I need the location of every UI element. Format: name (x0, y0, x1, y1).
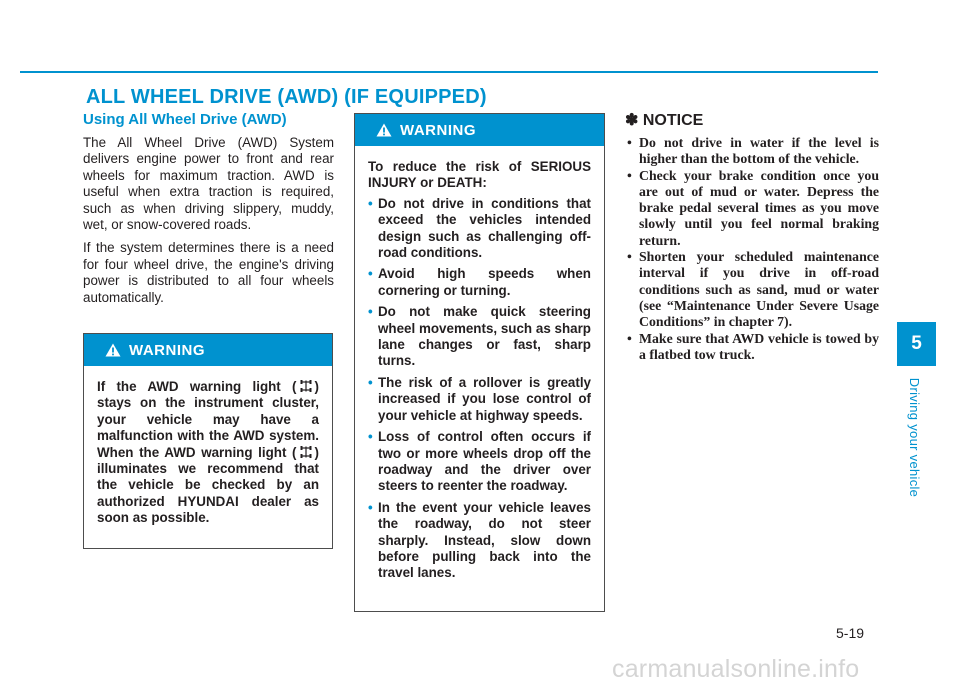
list-item (625, 168, 879, 249)
bullet-dot-icon: • (368, 304, 373, 320)
awd-warning-light-icon (298, 445, 314, 459)
list-item (625, 331, 879, 364)
bullet-text: The risk of a rollover is greatly increased if you lose control of your vehicle at highway speeds. (378, 374, 591, 423)
intro-column (83, 111, 334, 313)
warning-label: WARNING (400, 121, 476, 139)
notice-title: ✽ NOTICE (625, 112, 704, 129)
warning-bullet-list (368, 196, 591, 582)
chapter-name-vertical (895, 372, 935, 502)
bullet-dot-icon: • (627, 330, 632, 346)
list-item (368, 500, 591, 582)
warning-label: WARNING (129, 341, 205, 359)
chapter-name: Driving your vehicle (907, 377, 923, 497)
awd-warning-text-c: ) illuminates we recommend that the vehicle be checked by an authorized HYUNDAI dealer as soon as possible. (97, 444, 319, 526)
warning-header (84, 334, 332, 366)
page-number: 5-19 (836, 625, 865, 641)
notice-text: Make sure that AWD vehicle is towed by a flatbed tow truck. (639, 330, 879, 362)
watermark: carmanualsonline.info (612, 655, 860, 683)
bullet-text: Do not drive in conditions that exceed the vehicles intended design such as challenging off-road conditions. (378, 195, 591, 261)
awd-warning-text-b: ) stays on the instrument cluster, your vehicle may have a malfunction with the AWD system. When the AWD warning light ( (97, 379, 319, 460)
notice-text: Shorten your scheduled maintenance interval if you drive in off-road conditions such as sand, mud or water (see “Maintenance Under Severe Usage Conditions” in chapter 7). (639, 249, 879, 330)
list-item (625, 135, 879, 168)
bullet-dot-icon: • (368, 266, 373, 282)
intro-paragraph: If the system determines there is a need for four wheel drive, the engine's driving power is distributed to all four wheels automatically. (83, 240, 334, 305)
awd-warning-text-a: If the AWD warning light ( (97, 379, 297, 394)
injury-warning-box (354, 113, 605, 612)
chapter-tab: 5 (897, 322, 936, 366)
bullet-dot-icon: • (627, 249, 632, 265)
warning-triangle-icon (105, 343, 121, 357)
bullet-dot-icon: • (368, 195, 373, 211)
bullet-text: In the event your vehicle leaves the roadway, do not steer sharply. Instead, slow down before pulling back into the travel lanes. (378, 499, 591, 581)
warning-triangle-icon (376, 123, 392, 137)
list-item (368, 429, 591, 495)
bullet-dot-icon: • (368, 499, 373, 515)
list-item (368, 375, 591, 424)
bullet-dot-icon: • (368, 374, 373, 390)
warning-intro: To reduce the risk of SERIOUS INJURY or DEATH: (368, 159, 591, 191)
bullet-dot-icon: • (368, 429, 373, 445)
notice-column (625, 110, 879, 363)
awd-warning-light-icon (298, 379, 314, 393)
awd-warning-box (83, 333, 333, 549)
warning-header (355, 114, 604, 146)
list-item (368, 196, 591, 262)
bullet-dot-icon: • (627, 135, 632, 150)
bullet-dot-icon: • (627, 167, 632, 183)
notice-list (625, 135, 879, 363)
list-item (625, 249, 879, 330)
bullet-text: Loss of control often occurs if two or more wheels drop off the roadway and the driver over steers to reenter the roadway. (378, 429, 591, 494)
top-rule (20, 71, 878, 73)
intro-paragraph: The All Wheel Drive (AWD) System delivers engine power to front and rear wheels for maximum traction. AWD is useful when extra traction is required, such as when driving slippery, muddy, wet, or snow-covered roads. (83, 135, 334, 233)
notice-text: Do not drive in water if the level is higher than the bottom of the vehicle. (639, 135, 879, 167)
awd-warning-text (84, 366, 332, 527)
bullet-text: Avoid high speeds when cornering or turning. (378, 266, 591, 298)
injury-warning-text (355, 146, 604, 582)
list-item (368, 304, 591, 370)
notice-text: Check your brake condition once you are out of mud or water. Depress the brake pedal several times as you move slowly until you feel normal braking return. (639, 167, 879, 248)
list-item (368, 266, 591, 299)
bullet-text: Do not make quick steering wheel movements, such as sharp lane changes or fast, sharp turns. (378, 304, 591, 369)
section-subtitle: Using All Wheel Drive (AWD) (83, 111, 287, 128)
section-title: ALL WHEEL DRIVE (AWD) (IF EQUIPPED) (86, 86, 487, 108)
